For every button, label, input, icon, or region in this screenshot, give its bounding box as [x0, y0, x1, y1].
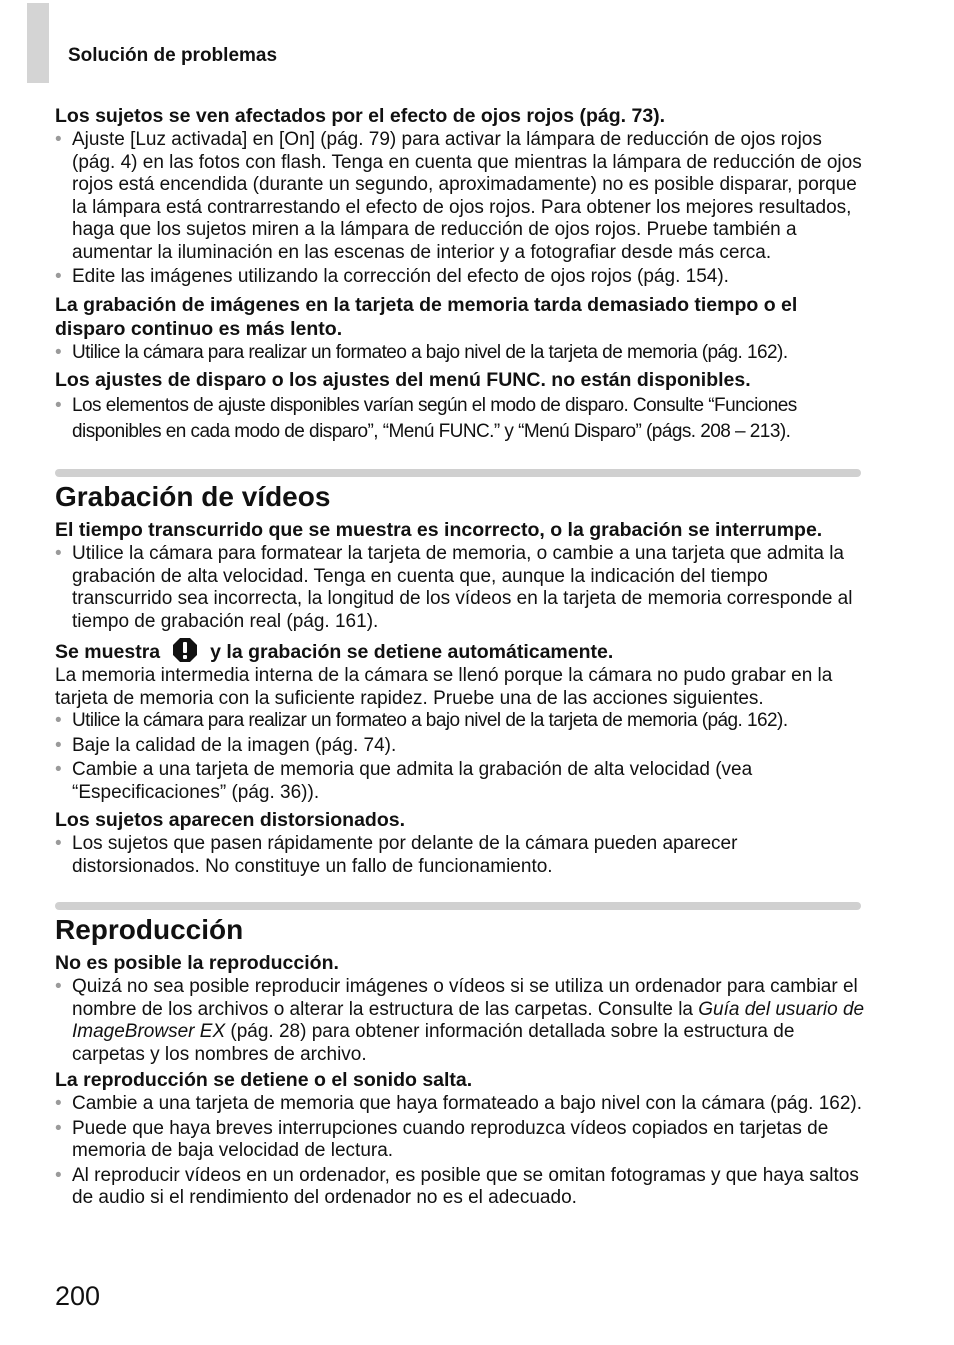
bullet-item: • Baje la calidad de la imagen (pág. 74).: [55, 735, 865, 758]
bullet-item: • Puede que haya breves interrupciones cuando reproduzca vídeos copiados en tarjetas de memoria de baja velocidad de lectura.: [55, 1118, 865, 1163]
problem-heading: El tiempo transcurrido que se muestra es incorrecto, o la grabación se interrumpe.: [55, 519, 823, 541]
problem-heading: Los ajustes de disparo o los ajustes del menú FUNC. no están disponibles.: [55, 369, 751, 391]
warning-icon: [172, 637, 198, 663]
bullet-item: • Edite las imágenes utilizando la corrección del efecto de ojos rojos (pág. 154).: [55, 266, 865, 289]
bullet-item: • Utilice la cámara para realizar un formateo a bajo nivel de la tarjeta de memoria (pág. 162).: [55, 342, 865, 365]
problem-heading: [55, 637, 865, 664]
running-header: Solución de problemas: [68, 45, 278, 66]
page-number: 200: [55, 1281, 101, 1311]
problem-heading: Los sujetos se ven afectados por el efecto de ojos rojos (pág. 73).: [55, 105, 666, 127]
bullet-item: • Utilice la cámara para formatear la tarjeta de memoria, o cambie a una tarjeta que admita la grabación de alta velocidad. Tenga en cuenta que, aunque la indicación del tiempo transcurrido sea incorrecta, la longitud de los vídeos en la tarjeta de memoria corresponde al tiempo de grabación real (pág. 161).: [55, 543, 865, 633]
problem-heading: La reproducción se detiene o el sonido salta.: [55, 1069, 473, 1091]
bullet-item: • Cambie a una tarjeta de memoria que admita la grabación de alta velocidad (vea “Especificaciones” (pág. 36)).: [55, 759, 865, 804]
bullet-item: • Los sujetos que pasen rápidamente por delante de la cámara pueden aparecer distorsionados. No constituye un fallo de funcionamiento.: [55, 833, 865, 878]
bullet-item: • Al reproducir vídeos en un ordenador, es posible que se omitan fotogramas y que haya saltos de audio si el rendimiento del ordenador no es el adecuado.: [55, 1165, 865, 1210]
problem-heading-part: Se muestra: [55, 641, 161, 663]
problem-heading-part: y la grabación se detiene automáticamente.: [210, 641, 614, 663]
troubleshooting-general: [55, 104, 865, 445]
problem-heading: No es posible la reproducción.: [55, 952, 339, 974]
bullet-text: (pág. 28) para obtener información detallada sobre la estructura de carpetas y los nombres de archivo.: [72, 1021, 795, 1065]
section-title-playback: Reproducción: [55, 914, 244, 945]
section-title-video: Grabación de vídeos: [55, 481, 331, 512]
bullet-item: • Cambie a una tarjeta de memoria que haya formateado a bajo nivel con la cámara (pág. 162).: [55, 1093, 865, 1116]
bullet-item: • Los elementos de ajuste disponibles varían según el modo de disparo. Consulte “Funciones disponibles en cada modo de disparo”, “Menú FUNC.” y “Menú Disparo” (págs. 208 – 213).: [55, 393, 865, 445]
section-tab-marker: [27, 3, 49, 83]
bullet-item: [55, 976, 865, 1066]
problem-heading: La grabación de imágenes en la tarjeta de memoria tarda demasiado tiempo o el disparo continuo es más lento.: [55, 293, 798, 340]
problem-heading: Los sujetos aparecen distorsionados.: [55, 809, 406, 831]
section-divider: [55, 469, 861, 477]
guide-title: Guía del usuario de ImageBrowser EX: [72, 998, 865, 1042]
bullet-text: Quizá no sea posible reproducir imágenes o vídeos si se utiliza un ordenador para cambiar el nombre de los archivos o alterar la estructura de las carpetas. Consulte la: [72, 976, 858, 1020]
paragraph: La memoria intermedia interna de la cámara se llenó porque la cámara no pudo grabar en la tarjeta de memoria con la suficiente rapidez. Pruebe una de las acciones siguientes.: [55, 665, 833, 709]
page-content: [55, 104, 865, 1212]
bullet-item: • Ajuste [Luz activada] en [On] (pág. 79) para activar la lámpara de reducción de ojos rojos (pág. 4) en las fotos con flash. Tenga en cuenta que mientras la lámpara de reducción de ojos rojos está encendida (durante un segundo, aproximadamente) no es posible disparar, porque la lámpara está contrarrestando el efecto de ojos rojos. Para obtener los mejores resultados, haga que los sujetos miren a la lámpara de reducción de ojos rojos. Pruebe también a aumentar la iluminación en las escenas de interior y a fotografiar desde más cerca.: [55, 129, 865, 264]
bullet-item: • Utilice la cámara para realizar un formateo a bajo nivel de la tarjeta de memoria (pág. 162).: [55, 710, 865, 733]
section-divider: [55, 902, 861, 910]
